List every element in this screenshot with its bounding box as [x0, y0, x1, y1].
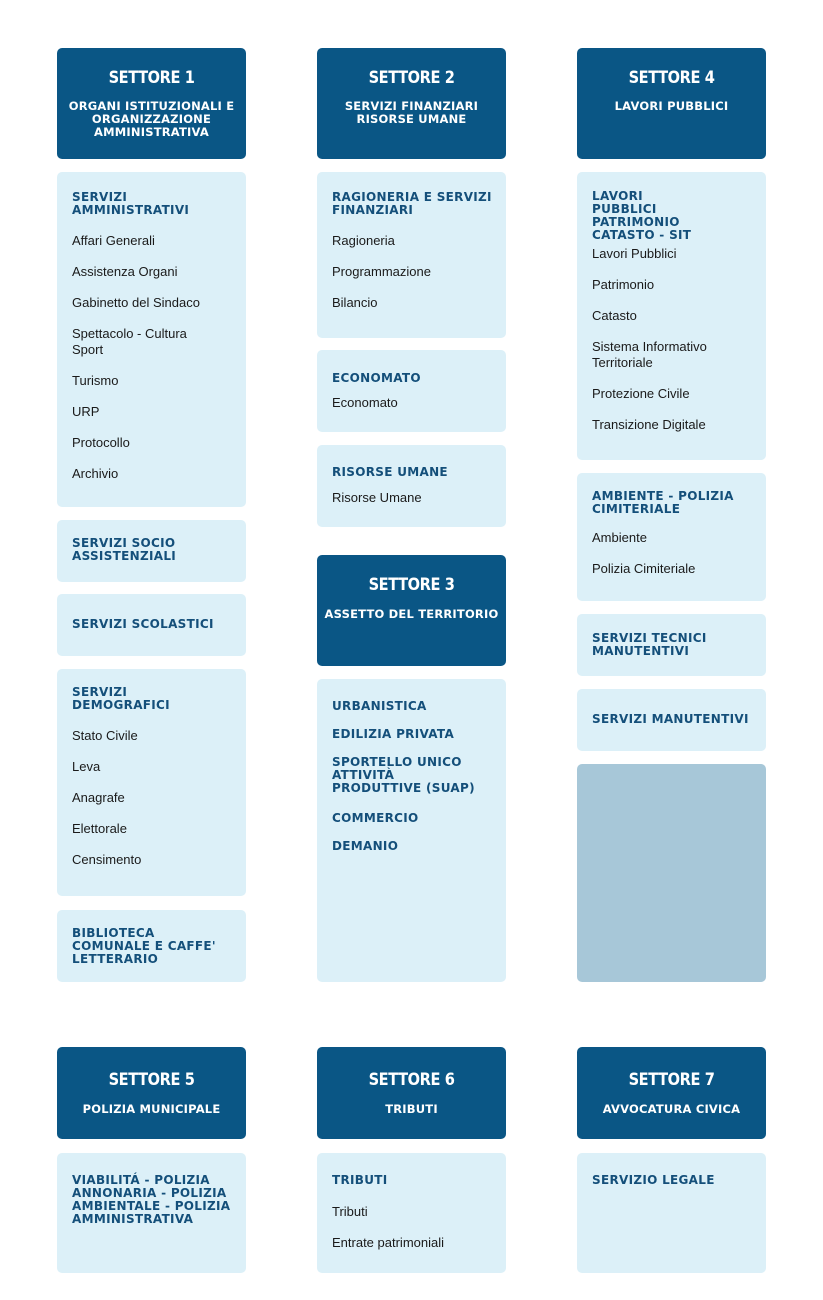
ragioneria-card[interactable]: [317, 172, 506, 338]
list-item: Ambiente: [592, 530, 647, 545]
servizi-demografici-card[interactable]: [57, 669, 246, 896]
biblioteca-card[interactable]: [57, 910, 246, 982]
settore-3-header[interactable]: [317, 555, 506, 666]
lavori-pubblici-card[interactable]: [577, 172, 766, 460]
settore-1-header[interactable]: [57, 48, 246, 159]
list-item: Patrimonio: [592, 277, 655, 292]
list-item: Programmazione: [332, 264, 431, 279]
servizi-manutentivi-card[interactable]: [577, 689, 766, 751]
servizi-tecnici-title: SERVIZI TECNICI MANUTENTIVI: [592, 631, 707, 658]
commercio-title: COMMERCIO: [332, 811, 419, 825]
list-item: Censimento: [72, 852, 142, 867]
list-item: Protocollo: [72, 435, 130, 450]
settore-5-header[interactable]: [57, 1047, 246, 1139]
demanio-title: DEMANIO: [332, 839, 399, 853]
servizi-demografici-title: SERVIZI DEMOGRAFICI: [72, 685, 170, 712]
settore-3-subtitle: ASSETTO DEL TERRITORIO: [324, 607, 499, 621]
list-item: Ragioneria: [332, 233, 395, 248]
list-item: Turismo: [72, 373, 119, 388]
settore-7-header[interactable]: [577, 1047, 766, 1139]
settore-2-title: SETTORE 2: [368, 68, 455, 88]
servizi-socio-assistenziali-title: SERVIZI SOCIO ASSISTENZIALI: [72, 536, 177, 563]
risorse-umane-card[interactable]: [317, 445, 506, 527]
settore-6-subtitle: TRIBUTI: [385, 1102, 438, 1116]
settore-1-subtitle: ORGANI ISTITUZIONALI E ORGANIZZAZIONE AMMINISTRATIVA: [68, 99, 235, 139]
biblioteca-title: BIBLIOTECA COMUNALE E CAFFE' LETTERARIO: [72, 926, 216, 966]
list-item: Bilancio: [332, 295, 378, 310]
ambiente-title: AMBIENTE - POLIZIA CIMITERIALE: [592, 489, 734, 516]
list-item: Affari Generali: [72, 233, 155, 248]
assetto-territorio-card[interactable]: [317, 679, 506, 982]
list-item: Economato: [332, 395, 398, 410]
tributi-title: TRIBUTI: [332, 1173, 388, 1187]
economato-card[interactable]: [317, 350, 506, 432]
tributi-card[interactable]: [317, 1153, 506, 1273]
settore-2-header[interactable]: [317, 48, 506, 159]
servizi-socio-assistenziali-card[interactable]: [57, 520, 246, 582]
settore-5-subtitle: POLIZIA MUNICIPALE: [82, 1102, 221, 1116]
settore-7-title: SETTORE 7: [628, 1070, 715, 1090]
risorse-umane-title: RISORSE UMANE: [332, 465, 448, 479]
viabilita-card[interactable]: [57, 1153, 246, 1273]
list-item: Tributi: [332, 1204, 368, 1219]
settore-1-title: SETTORE 1: [108, 68, 195, 88]
settore-6-title: SETTORE 6: [368, 1070, 455, 1090]
list-item: Risorse Umane: [332, 490, 422, 505]
list-item: Archivio: [72, 466, 119, 481]
list-item: Sistema Informativo Territoriale: [592, 339, 707, 370]
settore-7-subtitle: AVVOCATURA CIVICA: [602, 1102, 741, 1116]
list-item: Assistenza Organi: [72, 264, 178, 279]
servizi-scolastici-card[interactable]: [57, 594, 246, 656]
servizi-tecnici-card[interactable]: [577, 614, 766, 676]
list-item: Polizia Cimiteriale: [592, 561, 696, 576]
list-item: URP: [72, 404, 100, 419]
lavori-pubblici-title: LAVORI PUBBLICI PATRIMONIO CATASTO - SIT: [592, 189, 692, 242]
ragioneria-title: RAGIONERIA E SERVIZI FINANZIARI: [332, 190, 492, 217]
list-item: Elettorale: [72, 821, 127, 836]
servizio-legale-title: SERVIZIO LEGALE: [592, 1173, 715, 1187]
servizio-legale-card[interactable]: [577, 1153, 766, 1273]
list-item: Stato Civile: [72, 728, 138, 743]
edilizia-privata-title: EDILIZIA PRIVATA: [332, 727, 455, 741]
list-item: Transizione Digitale: [592, 417, 706, 432]
empty-placeholder-box: [577, 764, 766, 982]
settore-2-subtitle: SERVIZI FINANZIARI RISORSE UMANE: [344, 99, 479, 126]
urbanistica-title: URBANISTICA: [332, 699, 427, 713]
settore-4-title: SETTORE 4: [628, 68, 715, 88]
list-item: Entrate patrimoniali: [332, 1235, 444, 1250]
settore-3-title: SETTORE 3: [368, 575, 455, 595]
list-item: Spettacolo - Cultura Sport: [72, 326, 187, 357]
suap-title: SPORTELLO UNICO ATTIVITÀ PRODUTTIVE (SUAP): [332, 755, 475, 795]
list-item: Gabinetto del Sindaco: [72, 295, 200, 310]
ambiente-card[interactable]: [577, 473, 766, 601]
servizi-amministrativi-card[interactable]: [57, 172, 246, 507]
settore-6-header[interactable]: [317, 1047, 506, 1139]
viabilita-title: VIABILITÁ - POLIZIA ANNONARIA - POLIZIA AMBIENTALE - POLIZIA AMMINISTRATIVA: [72, 1173, 231, 1226]
list-item: Protezione Civile: [592, 386, 690, 401]
servizi-amministrativi-title: SERVIZI AMMINISTRATIVI: [72, 190, 190, 217]
settore-5-title: SETTORE 5: [108, 1070, 195, 1090]
settore-4-subtitle: LAVORI PUBBLICI: [614, 99, 729, 113]
list-item: Anagrafe: [72, 790, 125, 805]
servizi-scolastici-title: SERVIZI SCOLASTICI: [72, 617, 214, 631]
servizi-manutentivi-title: SERVIZI MANUTENTIVI: [592, 712, 749, 726]
settore-4-header[interactable]: [577, 48, 766, 159]
list-item: Leva: [72, 759, 101, 774]
economato-title: ECONOMATO: [332, 371, 421, 385]
list-item: Lavori Pubblici: [592, 246, 677, 261]
list-item: Catasto: [592, 308, 637, 323]
